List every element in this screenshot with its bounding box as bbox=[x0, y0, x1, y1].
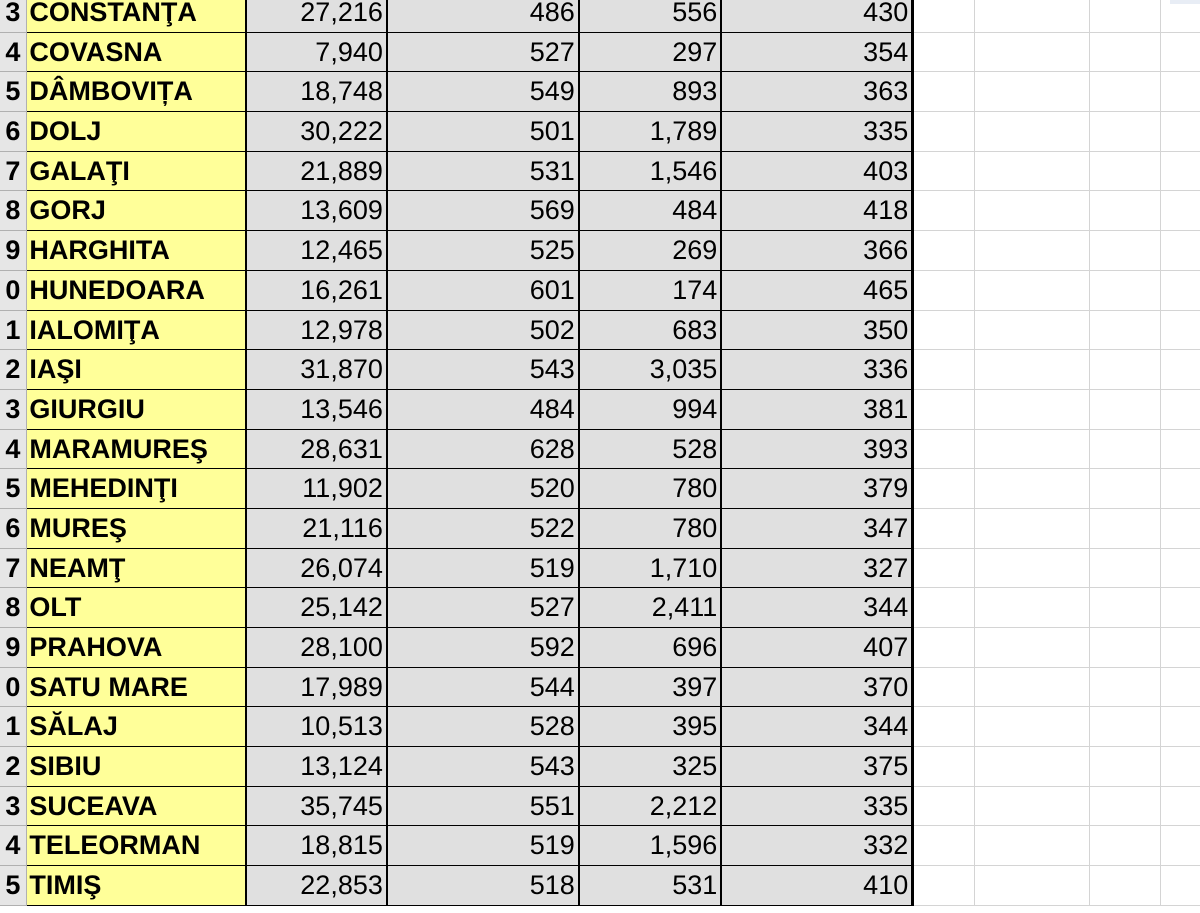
empty-cell[interactable] bbox=[914, 350, 975, 390]
value-cell[interactable]: 30,222 bbox=[247, 112, 388, 152]
empty-cell[interactable] bbox=[1090, 787, 1162, 827]
value-cell[interactable]: 780 bbox=[580, 509, 723, 549]
value-cell[interactable]: 297 bbox=[580, 33, 723, 73]
county-name-cell[interactable]: DOLJ bbox=[27, 112, 247, 152]
value-cell[interactable]: 465 bbox=[722, 271, 914, 311]
value-cell[interactable]: 395 bbox=[580, 707, 723, 747]
empty-cell[interactable] bbox=[975, 350, 1089, 390]
value-cell[interactable]: 543 bbox=[388, 747, 580, 787]
county-name-cell[interactable]: IALOMIŢA bbox=[27, 311, 247, 351]
empty-cell[interactable] bbox=[914, 668, 975, 708]
value-cell[interactable]: 592 bbox=[388, 628, 580, 668]
value-cell[interactable]: 486 bbox=[388, 0, 580, 33]
empty-cell[interactable] bbox=[1161, 628, 1200, 668]
empty-cell[interactable] bbox=[1090, 152, 1162, 192]
empty-cell[interactable] bbox=[1161, 191, 1200, 231]
table-row bbox=[0, 350, 1200, 390]
table-row bbox=[0, 430, 1200, 470]
county-name-cell[interactable]: SĂLAJ bbox=[27, 707, 247, 747]
empty-cell[interactable] bbox=[914, 588, 975, 628]
row-number[interactable]: 0 bbox=[0, 668, 27, 708]
empty-cell[interactable] bbox=[975, 152, 1089, 192]
empty-cell[interactable] bbox=[914, 390, 975, 430]
empty-cell[interactable] bbox=[975, 628, 1089, 668]
table-row bbox=[0, 628, 1200, 668]
value-cell[interactable]: 11,902 bbox=[247, 469, 388, 509]
table-row bbox=[0, 469, 1200, 509]
value-cell[interactable]: 12,978 bbox=[247, 311, 388, 351]
empty-cell[interactable] bbox=[975, 72, 1089, 112]
value-cell[interactable]: 484 bbox=[580, 191, 723, 231]
table-row bbox=[0, 826, 1200, 866]
empty-cell[interactable] bbox=[975, 311, 1089, 351]
value-cell[interactable]: 502 bbox=[388, 311, 580, 351]
value-cell[interactable]: 327 bbox=[722, 549, 914, 589]
empty-cell[interactable] bbox=[914, 231, 975, 271]
county-name-cell[interactable]: DÂMBOVIȚA bbox=[27, 72, 247, 112]
value-cell[interactable]: 31,870 bbox=[247, 350, 388, 390]
value-cell[interactable]: 403 bbox=[722, 152, 914, 192]
empty-cell[interactable] bbox=[1090, 271, 1162, 311]
value-cell[interactable]: 531 bbox=[388, 152, 580, 192]
empty-cell[interactable] bbox=[1161, 390, 1200, 430]
empty-cell[interactable] bbox=[1090, 588, 1162, 628]
empty-cell[interactable] bbox=[975, 231, 1089, 271]
table-row bbox=[0, 747, 1200, 787]
empty-cell[interactable] bbox=[1161, 112, 1200, 152]
empty-cell[interactable] bbox=[1161, 826, 1200, 866]
empty-cell[interactable] bbox=[1090, 826, 1162, 866]
empty-cell[interactable] bbox=[914, 271, 975, 311]
empty-cell[interactable] bbox=[975, 747, 1089, 787]
county-name-cell[interactable]: PRAHOVA bbox=[27, 628, 247, 668]
value-cell[interactable]: 683 bbox=[580, 311, 723, 351]
value-cell[interactable]: 18,815 bbox=[247, 826, 388, 866]
table-row bbox=[0, 588, 1200, 628]
empty-cell[interactable] bbox=[1161, 430, 1200, 470]
empty-cell[interactable] bbox=[914, 430, 975, 470]
value-cell[interactable]: 519 bbox=[388, 826, 580, 866]
value-cell[interactable]: 10,513 bbox=[247, 707, 388, 747]
value-cell[interactable]: 12,465 bbox=[247, 231, 388, 271]
empty-cell[interactable] bbox=[1161, 0, 1200, 33]
value-cell[interactable]: 28,100 bbox=[247, 628, 388, 668]
county-name-cell[interactable]: IAŞI bbox=[27, 350, 247, 390]
empty-cell[interactable] bbox=[1090, 430, 1162, 470]
empty-cell[interactable] bbox=[914, 707, 975, 747]
empty-cell[interactable] bbox=[1090, 390, 1162, 430]
table-row bbox=[0, 72, 1200, 112]
value-cell[interactable]: 335 bbox=[722, 112, 914, 152]
value-cell[interactable]: 525 bbox=[388, 231, 580, 271]
empty-cell[interactable] bbox=[1161, 33, 1200, 73]
empty-cell[interactable] bbox=[914, 826, 975, 866]
empty-cell[interactable] bbox=[1090, 311, 1162, 351]
county-name-cell[interactable]: HARGHITA bbox=[27, 231, 247, 271]
county-name-cell[interactable]: MARAMUREŞ bbox=[27, 430, 247, 470]
table-row bbox=[0, 152, 1200, 192]
row-number[interactable]: 9 bbox=[0, 231, 27, 271]
empty-cell[interactable] bbox=[975, 826, 1089, 866]
row-number[interactable]: 2 bbox=[0, 350, 27, 390]
value-cell[interactable]: 16,261 bbox=[247, 271, 388, 311]
empty-cell[interactable] bbox=[1161, 747, 1200, 787]
value-cell[interactable]: 549 bbox=[388, 72, 580, 112]
county-name-cell[interactable]: COVASNA bbox=[27, 33, 247, 73]
value-cell[interactable]: 994 bbox=[580, 390, 723, 430]
table-row bbox=[0, 311, 1200, 351]
row-number[interactable]: 8 bbox=[0, 588, 27, 628]
empty-cell[interactable] bbox=[975, 588, 1089, 628]
value-cell[interactable]: 527 bbox=[388, 588, 580, 628]
empty-cell[interactable] bbox=[1161, 787, 1200, 827]
county-name-cell[interactable]: TIMIŞ bbox=[27, 866, 247, 906]
value-cell[interactable]: 2,212 bbox=[580, 787, 723, 827]
value-cell[interactable]: 174 bbox=[580, 271, 723, 311]
empty-cell[interactable] bbox=[975, 549, 1089, 589]
row-number[interactable]: 5 bbox=[0, 72, 27, 112]
empty-cell[interactable] bbox=[914, 469, 975, 509]
county-name-cell[interactable]: MEHEDINŢI bbox=[27, 469, 247, 509]
empty-cell[interactable] bbox=[975, 707, 1089, 747]
empty-cell[interactable] bbox=[975, 271, 1089, 311]
value-cell[interactable]: 1,710 bbox=[580, 549, 723, 589]
value-cell[interactable]: 556 bbox=[580, 0, 723, 33]
empty-cell[interactable] bbox=[1090, 0, 1162, 33]
empty-cell[interactable] bbox=[914, 72, 975, 112]
value-cell[interactable]: 407 bbox=[722, 628, 914, 668]
row-number[interactable]: 7 bbox=[0, 152, 27, 192]
value-cell[interactable]: 366 bbox=[722, 231, 914, 271]
value-cell[interactable]: 21,116 bbox=[247, 509, 388, 549]
county-name-cell[interactable]: OLT bbox=[27, 588, 247, 628]
value-cell[interactable]: 363 bbox=[722, 72, 914, 112]
empty-cell[interactable] bbox=[975, 509, 1089, 549]
value-cell[interactable]: 418 bbox=[722, 191, 914, 231]
row-number[interactable]: 4 bbox=[0, 33, 27, 73]
empty-cell[interactable] bbox=[1161, 72, 1200, 112]
row-number[interactable]: 5 bbox=[0, 469, 27, 509]
county-name-cell[interactable]: GIURGIU bbox=[27, 390, 247, 430]
table-row bbox=[0, 390, 1200, 430]
row-number[interactable]: 1 bbox=[0, 707, 27, 747]
empty-cell[interactable] bbox=[914, 191, 975, 231]
county-name-cell[interactable]: SUCEAVA bbox=[27, 787, 247, 827]
window-edge bbox=[1170, 0, 1200, 4]
county-name-cell[interactable]: TELEORMAN bbox=[27, 826, 247, 866]
empty-cell[interactable] bbox=[1161, 707, 1200, 747]
value-cell[interactable]: 1,789 bbox=[580, 112, 723, 152]
value-cell[interactable]: 528 bbox=[388, 707, 580, 747]
county-name-cell[interactable]: MUREŞ bbox=[27, 509, 247, 549]
row-number[interactable]: 4 bbox=[0, 430, 27, 470]
empty-cell[interactable] bbox=[1161, 311, 1200, 351]
empty-cell[interactable] bbox=[914, 787, 975, 827]
table-row bbox=[0, 707, 1200, 747]
value-cell[interactable]: 522 bbox=[388, 509, 580, 549]
empty-cell[interactable] bbox=[914, 0, 975, 33]
empty-cell[interactable] bbox=[975, 390, 1089, 430]
empty-cell[interactable] bbox=[1161, 509, 1200, 549]
row-number[interactable]: 1 bbox=[0, 311, 27, 351]
value-cell[interactable]: 520 bbox=[388, 469, 580, 509]
empty-cell[interactable] bbox=[1090, 231, 1162, 271]
empty-cell[interactable] bbox=[1161, 469, 1200, 509]
row-number[interactable]: 7 bbox=[0, 549, 27, 589]
value-cell[interactable]: 544 bbox=[388, 668, 580, 708]
empty-cell[interactable] bbox=[914, 33, 975, 73]
value-cell[interactable]: 601 bbox=[388, 271, 580, 311]
empty-cell[interactable] bbox=[914, 311, 975, 351]
row-number[interactable]: 6 bbox=[0, 112, 27, 152]
table-row bbox=[0, 231, 1200, 271]
value-cell[interactable]: 696 bbox=[580, 628, 723, 668]
empty-cell[interactable] bbox=[1090, 33, 1162, 73]
value-cell[interactable]: 569 bbox=[388, 191, 580, 231]
table-row bbox=[0, 509, 1200, 549]
empty-cell[interactable] bbox=[975, 668, 1089, 708]
empty-cell[interactable] bbox=[975, 33, 1089, 73]
value-cell[interactable]: 354 bbox=[722, 33, 914, 73]
empty-cell[interactable] bbox=[1090, 628, 1162, 668]
value-cell[interactable]: 1,596 bbox=[580, 826, 723, 866]
empty-cell[interactable] bbox=[1161, 668, 1200, 708]
empty-cell[interactable] bbox=[1090, 191, 1162, 231]
empty-cell[interactable] bbox=[1161, 231, 1200, 271]
empty-cell[interactable] bbox=[975, 787, 1089, 827]
empty-cell[interactable] bbox=[914, 747, 975, 787]
value-cell[interactable]: 543 bbox=[388, 350, 580, 390]
row-number[interactable]: 0 bbox=[0, 271, 27, 311]
empty-cell[interactable] bbox=[1090, 469, 1162, 509]
empty-cell[interactable] bbox=[1090, 509, 1162, 549]
value-cell[interactable]: 17,989 bbox=[247, 668, 388, 708]
empty-cell[interactable] bbox=[914, 112, 975, 152]
empty-cell[interactable] bbox=[975, 430, 1089, 470]
table-row bbox=[0, 191, 1200, 231]
empty-cell[interactable] bbox=[1090, 747, 1162, 787]
value-cell[interactable]: 518 bbox=[388, 866, 580, 906]
value-cell[interactable]: 381 bbox=[722, 390, 914, 430]
value-cell[interactable]: 551 bbox=[388, 787, 580, 827]
empty-cell[interactable] bbox=[914, 152, 975, 192]
value-cell[interactable]: 18,748 bbox=[247, 72, 388, 112]
row-number[interactable]: 5 bbox=[0, 866, 27, 906]
empty-cell[interactable] bbox=[1161, 271, 1200, 311]
value-cell[interactable]: 527 bbox=[388, 33, 580, 73]
empty-cell[interactable] bbox=[1090, 72, 1162, 112]
value-cell[interactable]: 3,035 bbox=[580, 350, 723, 390]
empty-cell[interactable] bbox=[1161, 549, 1200, 589]
value-cell[interactable]: 13,546 bbox=[247, 390, 388, 430]
table-row bbox=[0, 668, 1200, 708]
value-cell[interactable]: 347 bbox=[722, 509, 914, 549]
empty-cell[interactable] bbox=[975, 469, 1089, 509]
empty-cell[interactable] bbox=[975, 191, 1089, 231]
value-cell[interactable]: 344 bbox=[722, 588, 914, 628]
value-cell[interactable]: 350 bbox=[722, 311, 914, 351]
value-cell[interactable]: 22,853 bbox=[247, 866, 388, 906]
empty-cell[interactable] bbox=[975, 0, 1089, 33]
value-cell[interactable]: 379 bbox=[722, 469, 914, 509]
empty-cell[interactable] bbox=[1090, 112, 1162, 152]
county-name-cell[interactable]: HUNEDOARA bbox=[27, 271, 247, 311]
value-cell[interactable]: 519 bbox=[388, 549, 580, 589]
county-name-cell[interactable]: CONSTANŢA bbox=[27, 0, 247, 33]
table-row bbox=[0, 549, 1200, 589]
empty-cell[interactable] bbox=[914, 628, 975, 668]
row-number[interactable]: 3 bbox=[0, 787, 27, 827]
county-name-cell[interactable]: SATU MARE bbox=[27, 668, 247, 708]
value-cell[interactable]: 325 bbox=[580, 747, 723, 787]
value-cell[interactable]: 393 bbox=[722, 430, 914, 470]
value-cell[interactable]: 21,889 bbox=[247, 152, 388, 192]
value-cell[interactable]: 430 bbox=[722, 0, 914, 33]
value-cell[interactable]: 7,940 bbox=[247, 33, 388, 73]
value-cell[interactable]: 410 bbox=[722, 866, 914, 906]
table-row bbox=[0, 33, 1200, 73]
empty-cell[interactable] bbox=[1161, 350, 1200, 390]
value-cell[interactable]: 332 bbox=[722, 826, 914, 866]
county-name-cell[interactable]: GALAŢI bbox=[27, 152, 247, 192]
value-cell[interactable]: 28,631 bbox=[247, 430, 388, 470]
table-row bbox=[0, 271, 1200, 311]
empty-cell[interactable] bbox=[1090, 350, 1162, 390]
row-number[interactable]: 3 bbox=[0, 390, 27, 430]
empty-cell[interactable] bbox=[975, 112, 1089, 152]
value-cell[interactable]: 13,124 bbox=[247, 747, 388, 787]
table-row bbox=[0, 787, 1200, 827]
row-number[interactable]: 3 bbox=[0, 0, 27, 33]
county-name-cell[interactable]: SIBIU bbox=[27, 747, 247, 787]
county-name-cell[interactable]: NEAMŢ bbox=[27, 549, 247, 589]
empty-cell[interactable] bbox=[914, 509, 975, 549]
empty-cell[interactable] bbox=[1161, 588, 1200, 628]
empty-cell[interactable] bbox=[1090, 668, 1162, 708]
value-cell[interactable]: 370 bbox=[722, 668, 914, 708]
value-cell[interactable]: 484 bbox=[388, 390, 580, 430]
value-cell[interactable]: 35,745 bbox=[247, 787, 388, 827]
value-cell[interactable]: 25,142 bbox=[247, 588, 388, 628]
value-cell[interactable]: 27,216 bbox=[247, 0, 388, 33]
value-cell[interactable]: 375 bbox=[722, 747, 914, 787]
empty-cell[interactable] bbox=[1090, 707, 1162, 747]
row-number[interactable]: 8 bbox=[0, 191, 27, 231]
value-cell[interactable]: 501 bbox=[388, 112, 580, 152]
table-row bbox=[0, 112, 1200, 152]
row-number[interactable]: 4 bbox=[0, 826, 27, 866]
value-cell[interactable]: 344 bbox=[722, 707, 914, 747]
value-cell[interactable]: 1,546 bbox=[580, 152, 723, 192]
value-cell[interactable]: 531 bbox=[580, 866, 723, 906]
empty-cell[interactable] bbox=[914, 549, 975, 589]
row-number[interactable]: 9 bbox=[0, 628, 27, 668]
value-cell[interactable]: 335 bbox=[722, 787, 914, 827]
value-cell[interactable]: 528 bbox=[580, 430, 723, 470]
row-number[interactable]: 2 bbox=[0, 747, 27, 787]
value-cell[interactable]: 13,609 bbox=[247, 191, 388, 231]
empty-cell[interactable] bbox=[1090, 549, 1162, 589]
value-cell[interactable]: 397 bbox=[580, 668, 723, 708]
value-cell[interactable]: 2,411 bbox=[580, 588, 723, 628]
empty-cell[interactable] bbox=[1161, 152, 1200, 192]
value-cell[interactable]: 336 bbox=[722, 350, 914, 390]
table-row bbox=[0, 0, 1200, 33]
value-cell[interactable]: 780 bbox=[580, 469, 723, 509]
value-cell[interactable]: 26,074 bbox=[247, 549, 388, 589]
row-number[interactable]: 6 bbox=[0, 509, 27, 549]
value-cell[interactable]: 269 bbox=[580, 231, 723, 271]
county-name-cell[interactable]: GORJ bbox=[27, 191, 247, 231]
value-cell[interactable]: 628 bbox=[388, 430, 580, 470]
value-cell[interactable]: 893 bbox=[580, 72, 723, 112]
